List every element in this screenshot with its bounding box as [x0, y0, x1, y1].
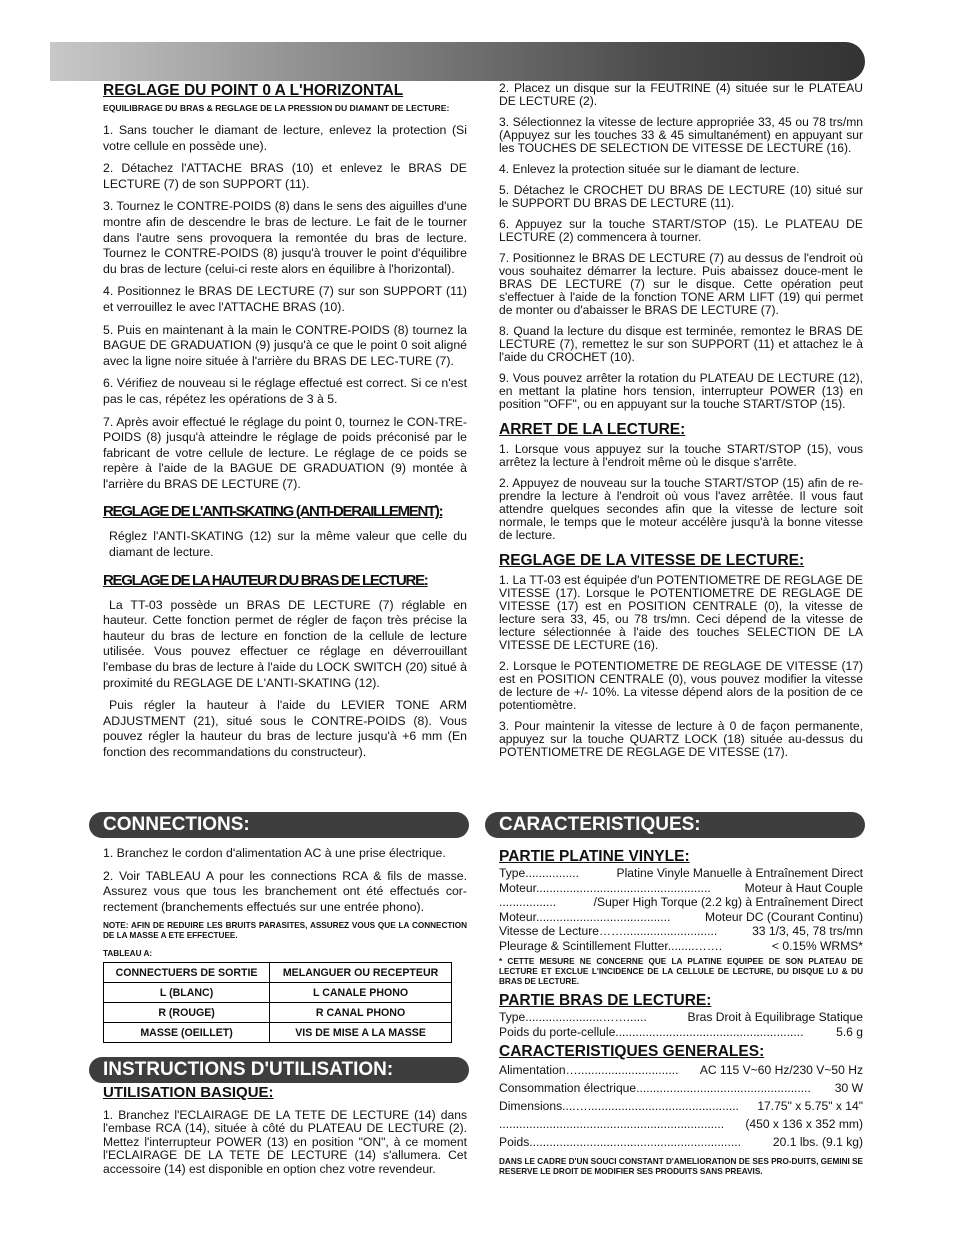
- spec-row: [499, 1079, 863, 1097]
- section-title-anti-skating: REGLAGE DE L'ANTI-SKATING (ANTI-DERAILLEMENT):: [103, 503, 443, 521]
- paragraph: 7. Après avoir effectué le réglage du point 0, tournez le CON-TRE-POIDS (8) jusqu'à atteindre le réglage de poids préconisé par le fabricant de votre cellule de lecture. Le réglage de ce poids se repère à l'aide de la BAGUE DE GRADUATION (9) montée à l'arrière du BRAS DE LECTURE (7).: [103, 414, 467, 491]
- paragraph: 9. Vous pouvez arrêter la rotation du PLATEAU DE LECTURE (12), en mettant la platine hors tension, interrupteur POWER (13) en position "OFF", ou en appuyant sur la touche START/STOP (15).: [499, 371, 863, 411]
- left-column: [103, 82, 467, 761]
- paragraph: 4. Positionnez le BRAS DE LECTURE (7) sur son SUPPORT (11) et verrouillez le avec l'ATTACHE BRAS (10).: [103, 284, 467, 314]
- connections-note: NOTE: AFIN DE REDUIRE LES BRUITS PARASITES, ASSUREZ VOUS QUE LA CONNECTION DE LA MASSE A ETE EFFECTUEE.: [103, 921, 467, 941]
- table-header-row: [104, 963, 452, 983]
- spec-row: [499, 1133, 863, 1151]
- paragraph: 6. Appuyez sur la touche START/STOP (15). Le PLATEAU DE LECTURE (2) commencera à tourner.: [499, 217, 863, 244]
- spec-value: 20.1 lbs. (9.1 kg): [772, 1135, 863, 1149]
- spec-value: 33 1/3, 45, 78 trs/mn: [752, 924, 863, 938]
- paragraph: 2. Lorsque le POTENTIOMETRE DE REGLAGE DE VITESSE (17) est en POSITION CENTRALE (0), vous pouvez modifier la vitesse de lecture de +/- 10%. La vitesse dépend alors de la position de ce potentiomètre.: [499, 659, 863, 712]
- section-title-point-zero: REGLAGE DU POINT 0 A L'HORIZONTAL: [103, 82, 404, 99]
- table-row: [104, 983, 452, 1003]
- connections-table: [103, 962, 452, 1043]
- table-cell: L (BLANC): [104, 983, 270, 1003]
- spec-row: [499, 1115, 863, 1133]
- right-column: [499, 82, 863, 759]
- paragraph: 3. Pour maintenir la vitesse de lecture à 0 de façon permanente, appuyez sur la touche QUARTZ LOCK (18) située au-dessus du POTENTIOMETRE DE REGLAGE DE VITESSE (17).: [499, 719, 863, 759]
- spec-row: [499, 1010, 863, 1025]
- spec-label: Consommation électrique....................................................: [499, 1081, 811, 1095]
- header-gradient-bar: [50, 42, 865, 81]
- spec-row: [499, 910, 863, 925]
- spec-row: [499, 924, 863, 939]
- spec-value: Moteur DC (Courant Continu): [705, 909, 863, 924]
- paragraph: 1. La TT-03 est équipée d'un POTENTIOMETRE DE REGLAGE DE VITESSE (17). Lorsque le POTENTIOMETRE DE REGLAGE DE VITESSE (17) est en POSITION CENTRALE (0), la vitesse de lecture sera 33, 45, ou 78 trs/mn. Ceci dépend de la vitesse de lecture sélectionnée à l'aide des touches SELECTION DE LA VITESSE DE LECTURE (16).: [499, 573, 863, 652]
- paragraph: 1. Branchez le cordon d'alimentation AC à une prise électrique.: [103, 846, 446, 860]
- table-cell: L CANALE PHONO: [270, 983, 452, 1003]
- paragraph: 7. Positionnez le BRAS DE LECTURE (7) au dessus de l'endroit où vous souhaitez démarrer la lecture. Puis abaissez douce-ment le BRAS DE LECTURE (7) sur le disque. Cette opération peut s'effectuer à l'aide de la fonction TONE ARM LIFT (19) qui permet de monter ou d'abaisser le BRAS DE LECTURE (7).: [499, 251, 863, 317]
- spec-label: Poids du porte-cellule........................................................: [499, 1024, 804, 1039]
- platine-note: * CETTE MESURE NE CONCERNE QUE LA PLATINE EQUIPEE DE SON PLATEAU DE LECTURE ET EXCLUE L'INCIDENCE DE LA CELLULE DE LECTURE, DU DISQUE LU & DU BRAS DE LECTURE.: [499, 957, 863, 986]
- table-row: [104, 1023, 452, 1043]
- paragraph: 1. Sans toucher le diamant de lecture, enlevez la protection (Si votre cellule en possède une).: [103, 123, 467, 153]
- paragraph: 6. Vérifiez de nouveau si le réglage effectué est correct. Si ce n'est pas le cas, répétez les opérations de 3 à 5.: [103, 376, 467, 406]
- caracteristiques-header: CARACTERISTIQUES:: [485, 812, 865, 838]
- paragraph: 5. Détachez le CROCHET DU BRAS DE LECTURE (10) situé sur le SUPPORT DU BRAS DE LECTURE (11).: [499, 183, 863, 210]
- paragraph: 2. Détachez l'ATTACHE BRAS (10) et enlevez le BRAS DE LECTURE (7) de son SUPPORT (11).: [103, 161, 467, 191]
- instructions-header: INSTRUCTIONS D'UTILISATION:: [89, 1057, 469, 1083]
- spec-label: Poids...............................................................: [499, 1135, 741, 1149]
- paragraph: 3. Sélectionnez la vitesse de lecture appropriée 33, 45 ou 78 trs/mn (Appuyez sur les touches 33 & 45 simultanément) en appuyant sur les TOUCHES DE SELECTION DE VITESSE DE LECTURE (16).: [499, 115, 863, 155]
- spec-label: Vitesse de Lecture……............................: [499, 924, 718, 938]
- paragraph: 2. Appuyez de nouveau sur la touche START/STOP (15) afin de re-prendre la lecture à l'endroit où vous l'avez arrêtée. Il vous faut attendre quelques secondes afin que la vitesse de lecture soit normale, le temps que le moteur accélère jusqu'à la bonne vitesse de lecture.: [499, 476, 863, 542]
- spec-value: 5.6 g: [836, 1024, 863, 1039]
- spec-label: Alimentation…..............................: [499, 1063, 679, 1077]
- spec-label: Type................: [499, 866, 579, 880]
- spec-row: [499, 1061, 863, 1079]
- table-cell: R CANAL PHONO: [270, 1003, 452, 1023]
- section-title-hauteur-bras: REGLAGE DE LA HAUTEUR DU BRAS DE LECTURE:: [103, 571, 428, 589]
- connections-section: [103, 846, 467, 1043]
- spec-value: /Super High Torque (2.2 kg) à Entraînement Direct: [593, 895, 863, 909]
- spec-label: Moteur....................................................: [499, 880, 711, 895]
- disclaimer-note: DANS LE CADRE D'UN SOUCI CONSTANT D'AMELIORATION DE SES PRO-DUITS, GEMINI SE RESERVE LE DROIT DE MODIFIER SES PRODUITS SANS PREAVIS.: [499, 1157, 863, 1176]
- spec-value: < 0.15% WRMS*: [771, 938, 863, 953]
- paragraph: 1. Branchez l'ECLAIRAGE DE LA TETE DE LECTURE (14) dans l'embase RCA (14), située à côté du PLATEAU DE LECTURE (2). Mettez l'interrupteur POWER (13) en position "ON", à ce moment l'ECLAIRAGE DE LA TETE DE LECTURE (14) s'allumera. Cet accessoire (14) est disponible en option chez votre revendeur.: [103, 1108, 467, 1176]
- spec-value: 30 W: [834, 1081, 863, 1095]
- connections-header: CONNECTIONS:: [89, 812, 469, 838]
- table-cell: MELANGUER OU RECEPTEUR: [270, 963, 452, 983]
- spec-label: Dimensions....….............................................: [499, 1099, 739, 1113]
- paragraph: 2. Voir TABLEAU A pour les connections RCA & fils de masse. Assurez vous que tous les branchement ont été effectués cor-rectement (branchements effectués sur une entrée phono).: [103, 868, 467, 914]
- section-title-vitesse: REGLAGE DE LA VITESSE DE LECTURE:: [499, 552, 805, 569]
- paragraph: 1. Lorsque vous appuyez sur la touche START/STOP (15), vous arrêtez la lecture à l'endroit même où le disque s'arrête.: [499, 442, 863, 469]
- spec-label: ...................................................................: [499, 1117, 725, 1131]
- spec-list-generales: [499, 1061, 863, 1151]
- section-title-generales: CARACTERISTIQUES GENERALES:: [499, 1043, 765, 1060]
- paragraph: 8. Quand la lecture du disque est terminée, remontez le BRAS DE LECTURE (7), remettez le sur son SUPPORT (11) et attachez le à l'aide du CROCHET (10).: [499, 324, 863, 364]
- spec-list-bras: [499, 1010, 863, 1039]
- spec-row: [499, 1025, 863, 1040]
- spec-value: Platine Vinyle Manuelle à Entraînement Direct: [616, 866, 863, 880]
- spec-value: Moteur à Haut Couple: [744, 880, 863, 895]
- table-cell: R (ROUGE): [104, 1003, 270, 1023]
- paragraph: Réglez l'ANTI-SKATING (12) sur la même valeur que celle du diamant de lecture.: [109, 529, 467, 560]
- section-title-arret: ARRET DE LA LECTURE:: [499, 421, 686, 438]
- paragraph: 3. Tournez le CONTRE-POIDS (8) dans le sens des aiguilles d'une montre afin de descendre le bras de lecture. Le fait de le tourner dans l'autre sens provoquera la remontée du bras de lecture. Tournez le CONTRE-POIDS (8) jusqu'à trouver le point d'équilibre du bras de lecture (celui-ci reste alors en équilibre à l'horizontal).: [103, 199, 467, 276]
- spec-value: AC 115 V~60 Hz/230 V~50 Hz: [699, 1063, 863, 1077]
- section-title-platine: PARTIE PLATINE VINYLE:: [499, 848, 690, 865]
- paragraph: 2. Placez un disque sur la FEUTRINE (4) située sur le PLATEAU DE LECTURE (2).: [499, 81, 863, 108]
- table-cell: VIS DE MISE A LA MASSE: [270, 1023, 452, 1043]
- section-title-bras: PARTIE BRAS DE LECTURE:: [499, 992, 712, 1009]
- table-row: [104, 1003, 452, 1023]
- spec-row: [499, 881, 863, 896]
- spec-label: Pleurage & Scintillement Flutter........…….: [499, 938, 723, 953]
- spec-row: [499, 866, 863, 881]
- spec-row: [499, 895, 863, 910]
- table-label: TABLEAU A:: [103, 949, 153, 959]
- spec-row: [499, 939, 863, 954]
- paragraph: 5. Puis en maintenant à la main le CONTRE-POIDS (8) tournez la BAGUE DE GRADUATION (9) jusqu'à ce que le point 0 soit aligné avec la ligne noire située à l'arrière du BRAS DE LEC-TURE (7).: [103, 322, 467, 368]
- caracteristiques-section: [499, 848, 863, 1177]
- instructions-section: [103, 1084, 467, 1176]
- spec-value: (450 x 136 x 352 mm): [745, 1117, 863, 1131]
- spec-value: Bras Droit à Equilibrage Statique: [687, 1010, 863, 1024]
- spec-row: [499, 1097, 863, 1115]
- spec-list-platine: [499, 866, 863, 953]
- spec-label: .................: [499, 895, 557, 909]
- spec-label: Type.......................……......: [499, 1010, 647, 1024]
- section-subtitle: EQUILIBRAGE DU BRAS & REGLAGE DE LA PRESSION DU DIAMANT DE LECTURE:: [103, 103, 450, 113]
- table-cell: CONNECTUERS DE SORTIE: [104, 963, 270, 983]
- paragraph: La TT-03 possède un BRAS DE LECTURE (7) réglable en hauteur. Cette fonction permet de régler de façon très précise la hauteur du bras de lecture en fonction de la cellule de lecture utilisée. Vous pouvez effectuer ce réglage en déverrouillant l'embase du bras de lecture à l'aide du LOCK SWITCH (20) situé à proximité du REGLAGE DE L'ANTI-SKATING (12).: [103, 597, 467, 690]
- paragraph: 4. Enlevez la protection située sur le diamant de lecture.: [499, 162, 800, 176]
- spec-label: Moteur........................................: [499, 909, 671, 924]
- table-cell: MASSE (OEILLET): [104, 1023, 270, 1043]
- spec-value: 17.75" x 5.75" x 14": [757, 1099, 863, 1113]
- paragraph: Puis régler la hauteur à l'aide du LEVIER TONE ARM ADJUSTMENT (21), situé sous le CONTRE-POIDS (8). Vous pouvez régler la hauteur du bras de lecture jusqu'à +6 mm (En fonction des recommandations du constructeur).: [103, 698, 467, 759]
- section-title-utilisation: UTILISATION BASIQUE:: [103, 1084, 274, 1101]
